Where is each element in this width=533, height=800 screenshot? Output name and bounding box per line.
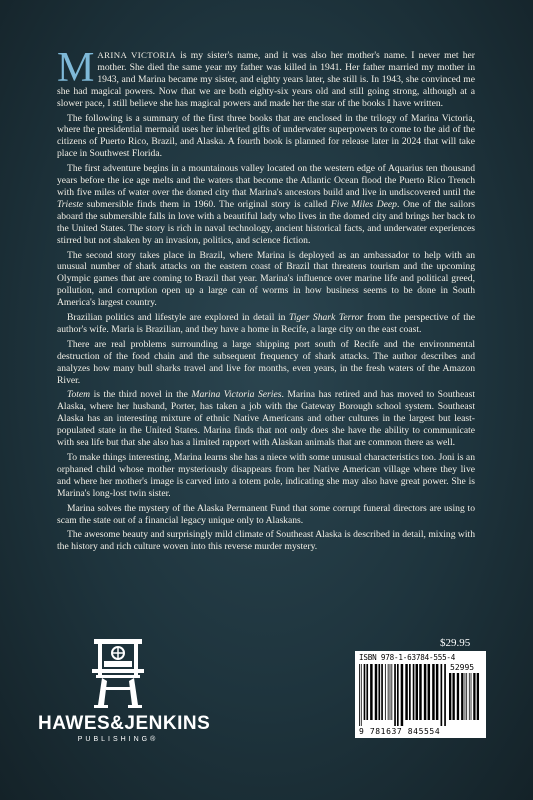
publisher-name: HAWES&JENKINS [38, 713, 211, 734]
barcode-bar [361, 664, 362, 726]
blurb-paragraph-6: There are real problems surrounding a large shipping port south of Recife and the environmental destruction of the food chain and the subsequent frequency of shark attacks. The author describes and analyzes how many bull sharks travel and live for months, even years, in the fresh waters of the Amazon River. [57, 338, 475, 386]
printing-press-icon [88, 635, 148, 713]
blurb-paragraph-5: Brazilian politics and lifestyle are explored in detail in Tiger Shark Terror from the perspective of the author's wife. Maria is Brazilian, and they have a home in Recife, a large city on the east coast. [57, 312, 475, 335]
barcode-bar [375, 664, 378, 720]
blurb-paragraph-4: The second story takes place in Brazil, where Marina is deployed as an ambassador to help with an unusual number of shark attacks on the eastern coast of Brazil that threatens tourism and the upcoming Olympic games that are coming to Brazil that year. Marina's influence over marine life and political greed, pollution, and corruption open up a large can of worms in how business seems to be done in South America's largest country. [57, 249, 475, 309]
barcode-bar [364, 664, 366, 720]
isbn-barcode [355, 651, 486, 738]
barcode-bar [385, 664, 386, 720]
barcode-bar [409, 664, 411, 720]
barcode-bar [416, 664, 419, 720]
barcode-bar [378, 664, 380, 720]
addon-barcode-bars [449, 673, 481, 726]
barcode-bar [388, 664, 389, 720]
isbn-label: ISBN 978-1-63784-555-4 [359, 653, 456, 662]
ean-number: 9 781637 845554 [359, 727, 441, 736]
barcode-bar [436, 664, 439, 720]
barcode-bar [397, 664, 399, 726]
barcode-bar [466, 673, 467, 720]
barcode-bar [366, 664, 368, 720]
barcode-bar [432, 664, 435, 720]
barcode-bar [441, 664, 443, 726]
barcode-bar [401, 664, 404, 726]
barcode-bar [424, 664, 427, 720]
barcode-bar [391, 664, 392, 720]
barcode-bar [471, 673, 472, 720]
barcode-bar [370, 664, 373, 720]
ean-barcode-bars [359, 664, 447, 726]
price-label: $29.95 [440, 637, 471, 649]
blurb-paragraph-10: The awesome beauty and surprisingly mild climate of Southeast Alaska is described in detail, mixing with the history and rich culture woven into this reverse murder mystery. [57, 529, 475, 553]
barcode-bar [473, 673, 475, 720]
blurb-paragraph-1: MARINA VICTORIA is my sister's name, and it was also her mother's name. I never met her mother. She died the same year my father was killed in 1941. Her father married my mother in 1943, and Marina became my sister, and eighty years later, she still is. In 1943, she convinced me she had magical powers. Now that we are both eighty-six years old and still going strong, although at a slower pace, I still believe she has magical powers and made her the star of the books I have written. [57, 45, 475, 109]
book-title-trieste: Trieste [57, 198, 84, 210]
barcode-bar [457, 673, 459, 720]
drop-cap: M [57, 45, 95, 91]
barcode-bar [477, 673, 479, 720]
barcode-bar [452, 673, 454, 720]
series-title: Marina Victoria Series [191, 389, 282, 401]
blurb-paragraph-9: Marina solves the mystery of the Alaska Permanent Fund that some corrupt funeral directors are using to scam the state out of a financial legacy unique only to Alaskans. [57, 502, 475, 526]
blurb-paragraph-8: To make things interesting, Marina learns she has a niece with some unusual characteristics too. Joni is an orphaned child whose mother mysteriously disappears from her Native American village where they live and where her mother's image is carved into a totem pole, indicating she may also have great power. She is Marina's long-lost twin sister. [57, 452, 475, 499]
barcode-bar [449, 673, 451, 720]
barcode-bar [444, 664, 446, 726]
barcode-bar [413, 664, 415, 720]
barcode-bar [381, 664, 383, 720]
blurb-paragraph-7: Totem is the third novel in the Marina Victoria Series. Marina has retired and has moved to Southeast Alaska, where her husband, Porter, has taken a job with the Gateway Borough school system. Southeast Alaska has an interesting mixture of ethnic Native Americans and other cultures in the largest but least-populated state in the United States. Marina finds that not only does she have the ability to communicate with sea life but that she also has a limited rapport with Alaskan animals that are common there as well. [57, 389, 475, 449]
back-cover-blurb [57, 45, 475, 556]
publisher-subtitle: PUBLISHING® [77, 736, 159, 743]
barcode-bar [428, 664, 431, 720]
barcode-bar [465, 673, 466, 720]
barcode-bar [469, 673, 470, 720]
barcode-bar [419, 664, 422, 720]
barcode-bar [390, 664, 391, 720]
book-title-totem: Totem [67, 389, 91, 401]
lead-name: ARINA VICTORIA [97, 50, 177, 60]
barcode-bar [461, 673, 463, 720]
book-title-tiger-shark-terror: Tiger Shark Terror [289, 312, 364, 324]
barcode-bar [359, 664, 360, 726]
addon-number: 52995 [450, 663, 475, 672]
blurb-paragraph-2: The following is a summary of the first three books that are enclosed in the trilogy of Marina Victoria, where the presidential mermaid uses her inherited gifts of underwater superpowers to come to the aid of the citizens of Puerto Rico, Brazil, and Alaska. A fourth book is planned for release later in 2024 that will take place in Southwest Florida. [57, 112, 475, 160]
blurb-paragraph-3: The first adventure begins in a mountainous valley located on the western edge of Aquarius ten thousand years before the ice age melts and the waters that become the Atlantic Ocean flood the Puerto Rico Trench with five miles of water over the domed city that Marina's ancestors build and live in undiscovered until the Trieste submersible finds them in 1960. The original story is called Five Miles Deep. One of the sailors aboard the submersible falls in love with a beautiful lady who lives in the domed city and brings her back to the United States. The story is rich in naval technology, ancient historical facts, and underwater experiences stirred but not shaken by an invasion, politics, and science fiction. [57, 163, 475, 246]
barcode-bar [405, 664, 408, 720]
book-title-five-miles-deep: Five Miles Deep [330, 198, 397, 210]
barcode-bar [394, 664, 396, 726]
